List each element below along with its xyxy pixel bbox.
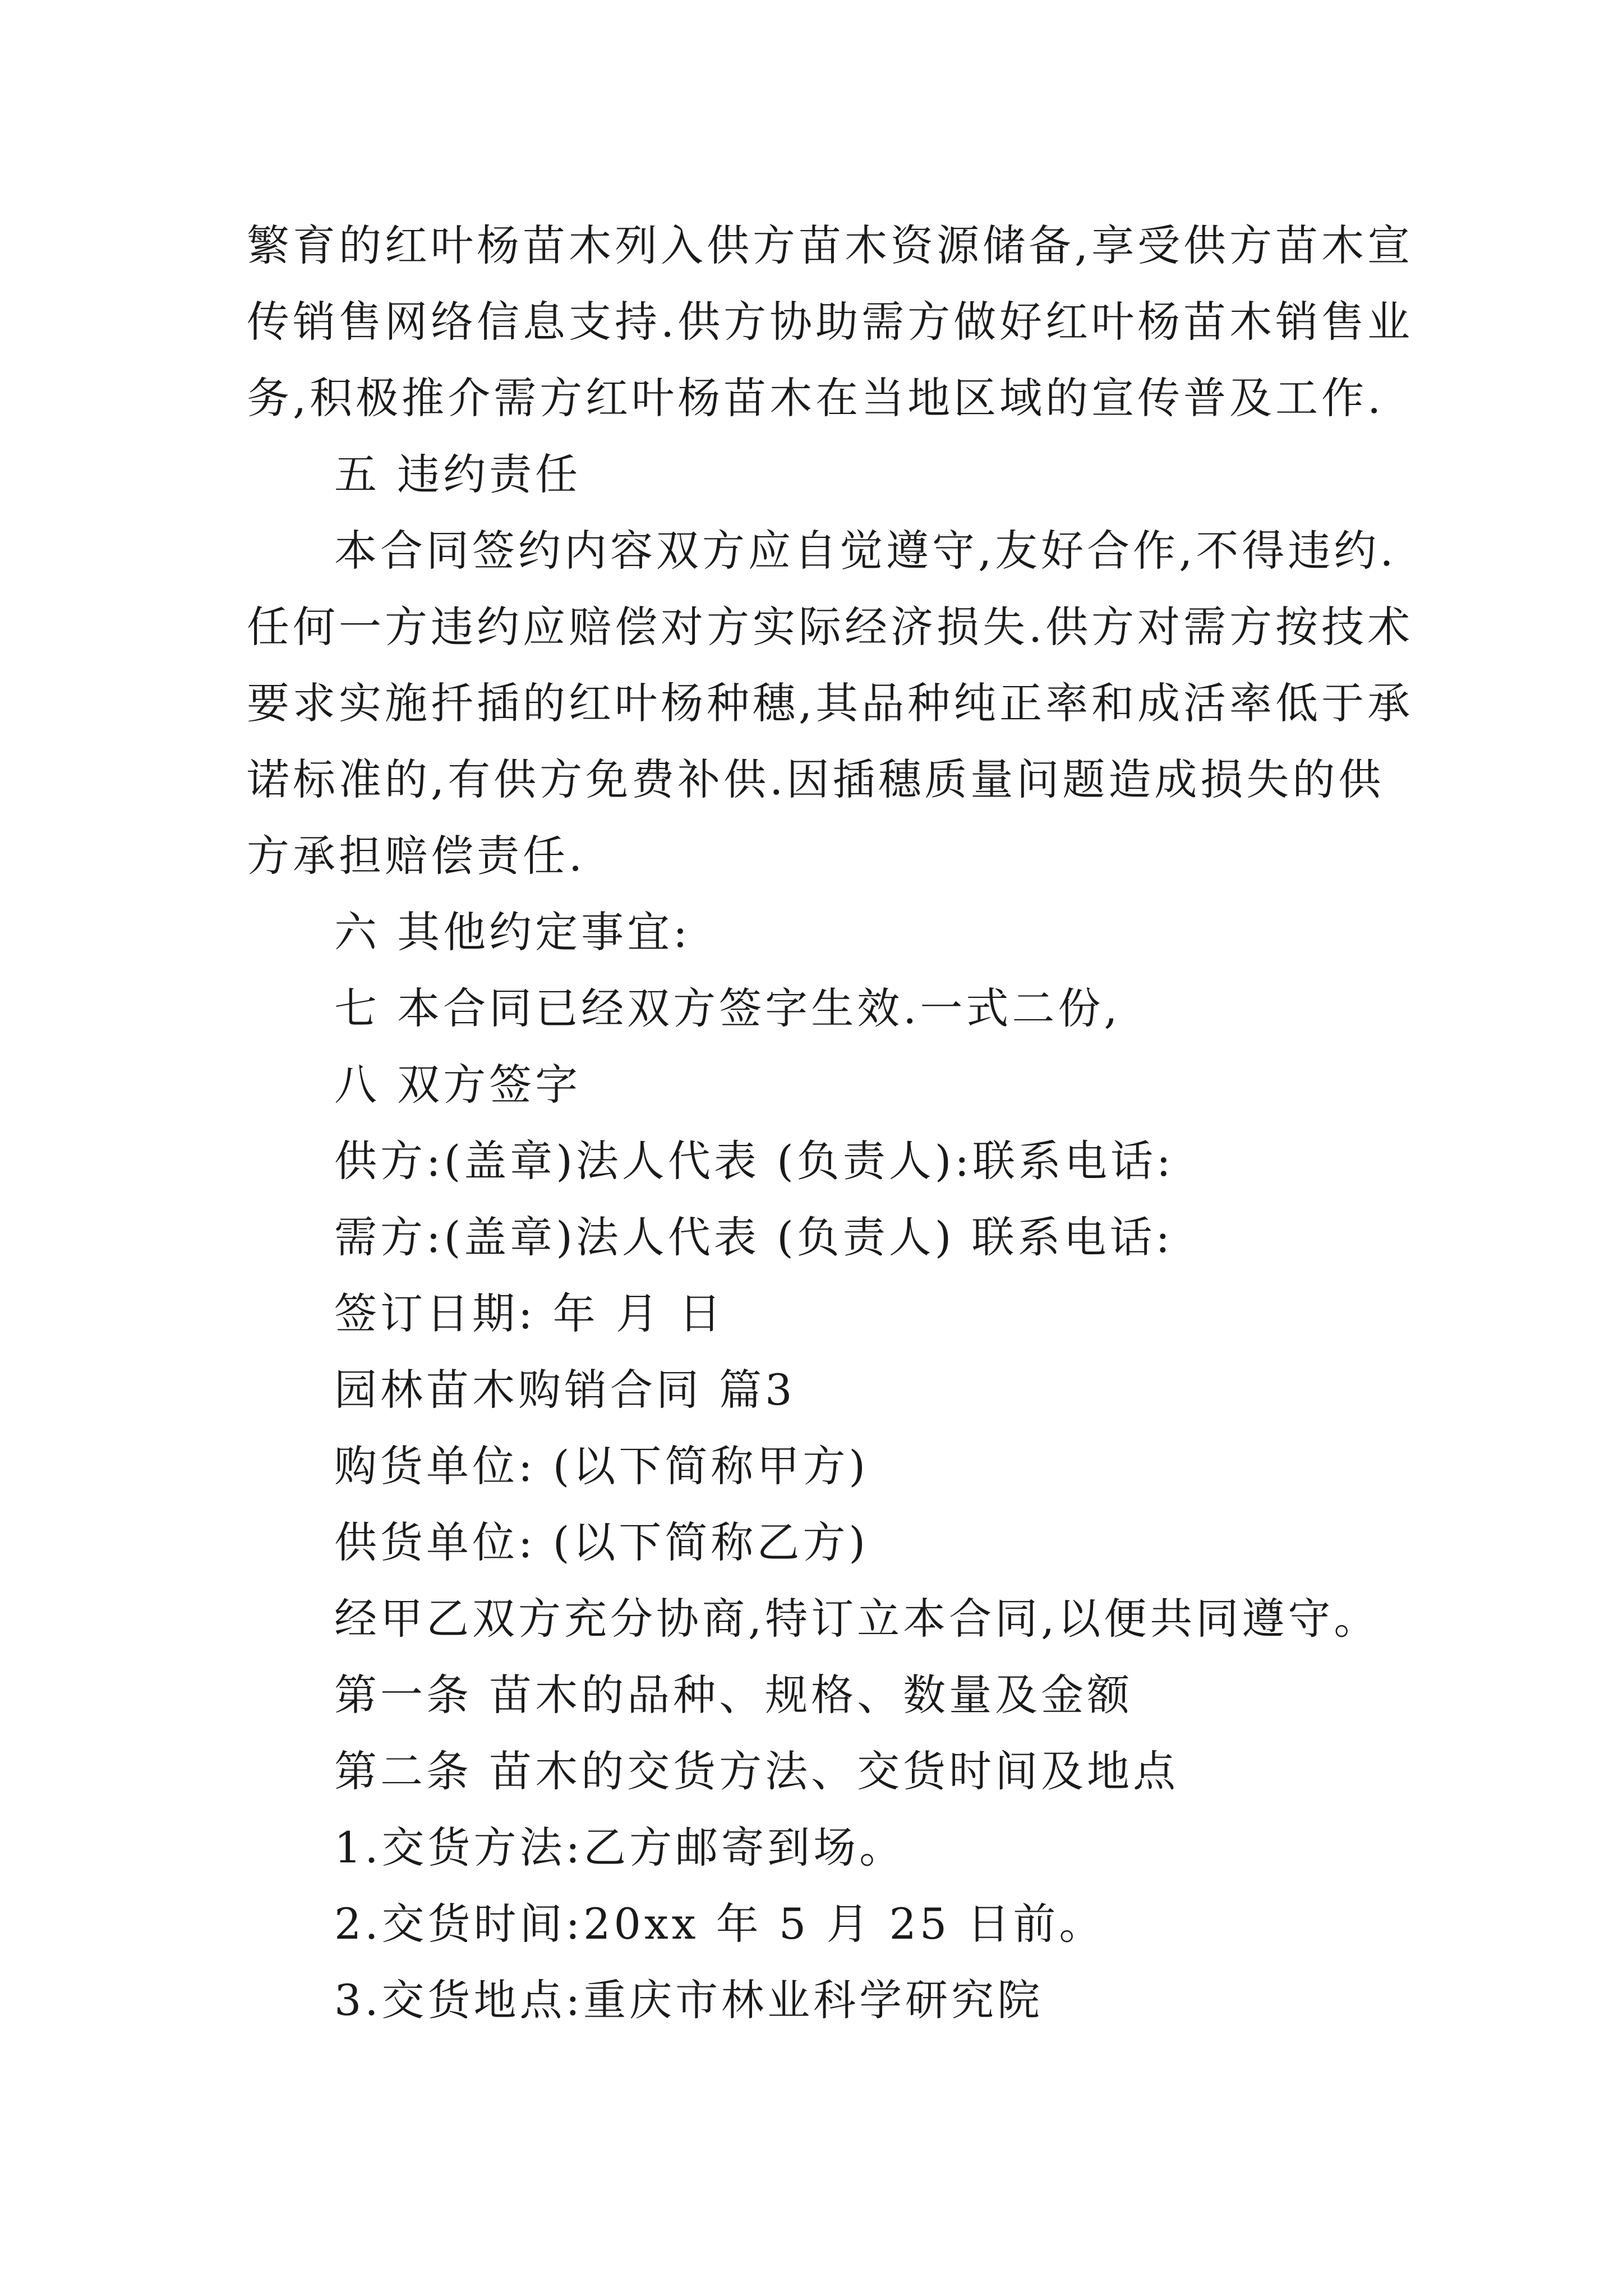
text-line: 繁育的红叶杨苗木列入供方苗木资源储备,享受供方苗木宣 <box>247 220 1414 270</box>
party-line: 供货单位: (以下简称乙方) <box>334 1517 869 1567</box>
text-line: 要求实施扦插的红叶杨种穗,其品种纯正率和成活率低于承 <box>247 678 1414 728</box>
text-line: 任何一方违约应赔偿对方实际经济损失.供方对需方按技术 <box>247 602 1414 652</box>
date-line: 签订日期: 年 月 日 <box>334 1289 725 1338</box>
section-heading: 五 违约责任 <box>334 449 582 499</box>
party-line: 购货单位: (以下简称甲方) <box>334 1441 869 1491</box>
text-line: 经甲乙双方充分协商,特订立本合同,以便共同遵守。 <box>334 1594 1380 1644</box>
signature-line: 供方:(盖章)法人代表 (负责人):联系电话: <box>334 1136 1174 1186</box>
document-body <box>247 208 1414 2039</box>
text-line: 本合同签约内容双方应自觉遵守,友好合作,不得违约. <box>334 526 1397 576</box>
text-line: 诺标准的,有供方免费补供.因插穗质量问题造成损失的供 <box>247 754 1385 804</box>
text-line: 务,积极推介需方红叶杨苗木在当地区域的宣传普及工作. <box>247 373 1385 423</box>
section-heading: 六 其他约定事宜: <box>334 907 691 957</box>
list-item: 1.交货方法:乙方邮寄到场。 <box>334 1823 906 1872</box>
text-line: 传销售网络信息支持.供方协助需方做好红叶杨苗木销售业 <box>247 297 1414 347</box>
list-item: 3.交货地点:重庆市林业科学研究院 <box>334 1975 1044 2025</box>
list-item: 2.交货时间:20xx 年 5 月 25 日前。 <box>334 1899 1105 1949</box>
article-heading: 第一条 苗木的品种、规格、数量及金额 <box>334 1670 1133 1720</box>
section-heading: 七 本合同已经双方签字生效.一式二份, <box>334 983 1121 1033</box>
text-line: 方承担赔偿责任. <box>247 831 586 881</box>
contract-title: 园林苗木购销合同 篇3 <box>334 1365 796 1415</box>
section-heading: 八 双方签字 <box>334 1060 582 1110</box>
article-heading: 第二条 苗木的交货方法、交货时间及地点 <box>334 1746 1179 1796</box>
signature-line: 需方:(盖章)法人代表 (负责人) 联系电话: <box>334 1212 1174 1262</box>
